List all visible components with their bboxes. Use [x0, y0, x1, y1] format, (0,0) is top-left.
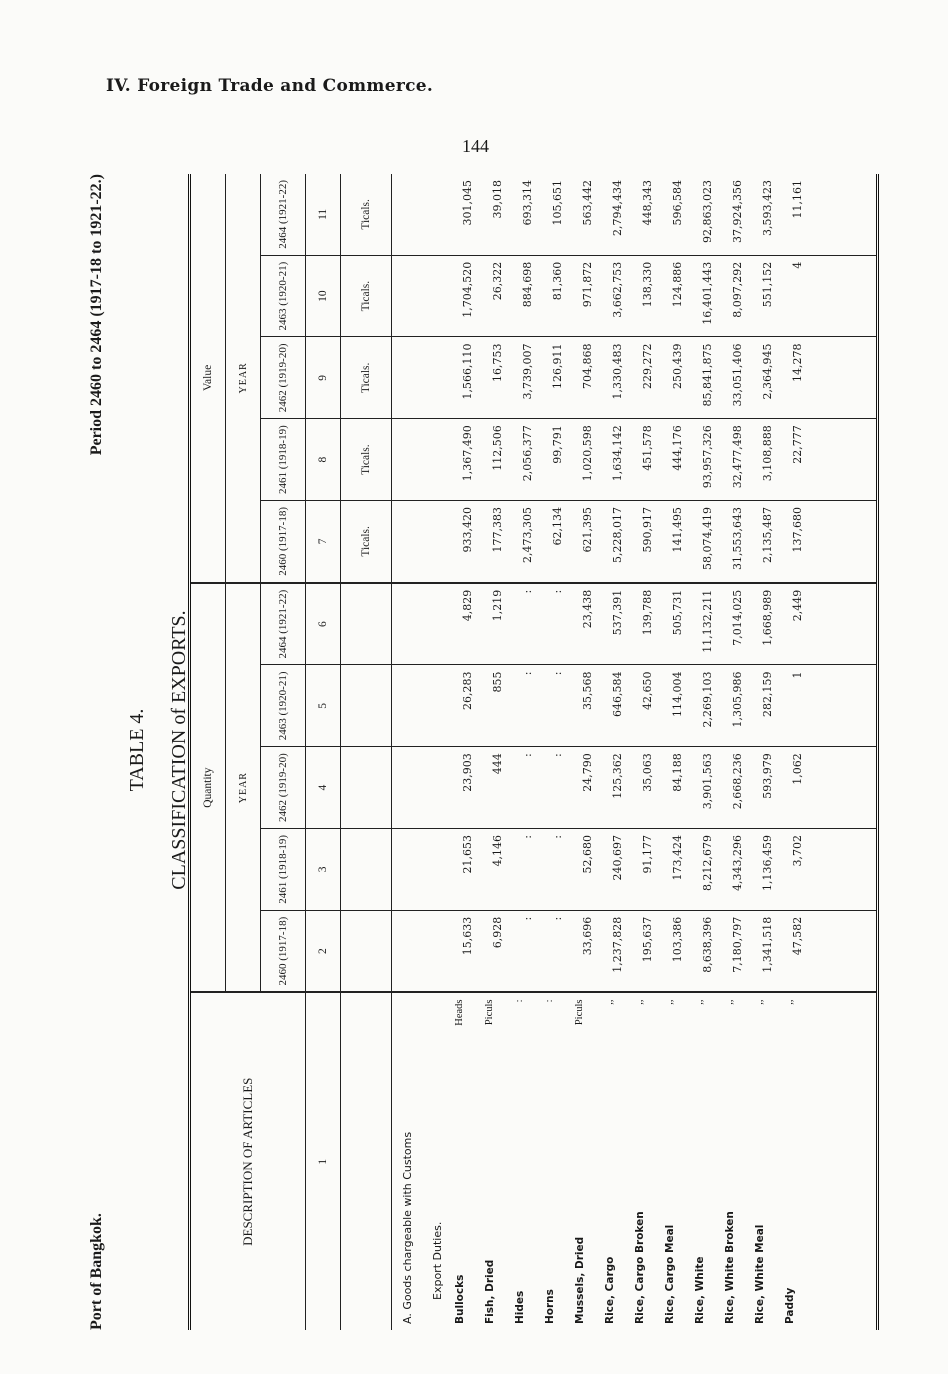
- article-name: Horns: [544, 1289, 556, 1324]
- quantity-cell: 4,829: [452, 583, 482, 665]
- quantity-cell: :: [512, 829, 542, 911]
- table-row: [752, 174, 782, 1330]
- value-cell: 250,439: [662, 337, 692, 419]
- quantity-year-header: YEAR: [226, 583, 261, 993]
- value-cell: 33,051,406: [722, 337, 752, 419]
- value-cell: 229,272: [632, 337, 662, 419]
- article-cell: [782, 994, 812, 1331]
- quantity-cell: 855: [482, 665, 512, 747]
- col-number-4: 4: [306, 747, 341, 829]
- article-cell: [602, 994, 632, 1331]
- subsection-row: [422, 174, 452, 1330]
- value-cell: 2,794,434: [602, 174, 632, 255]
- quantity-cell: 23,903: [452, 747, 482, 829]
- quantity-cell: 1,219: [482, 583, 512, 665]
- value-cell: 693,314: [512, 174, 542, 255]
- table-row: [692, 174, 722, 1330]
- unit-label-ticals: Ticals.: [341, 501, 392, 583]
- value-cell: 112,506: [482, 419, 512, 501]
- quantity-cell: 3,702: [782, 829, 812, 911]
- section-a-row: [392, 174, 423, 1330]
- quantity-cell: 505,731: [662, 583, 692, 665]
- article-unit: Piculs: [574, 999, 585, 1026]
- article-cell: [482, 994, 512, 1331]
- article-cell: [632, 994, 662, 1331]
- article-cell: [752, 994, 782, 1331]
- unit-label-ticals: Ticals.: [341, 174, 392, 255]
- value-cell: 2,473,305: [512, 501, 542, 583]
- value-cell: 85,841,875: [692, 337, 722, 419]
- value-cell: 11,161: [782, 174, 812, 255]
- col-number-10: 10: [306, 255, 341, 337]
- article-name: Rice, White Broken: [724, 1211, 736, 1324]
- quantity-cell: 1,341,518: [752, 910, 782, 992]
- article-name: Rice, Cargo Meal: [664, 1224, 676, 1324]
- article-cell: [572, 994, 602, 1331]
- quantity-cell: :: [542, 665, 572, 747]
- quantity-cell: 8,212,679: [692, 829, 722, 911]
- quantity-cell: 6,928: [482, 910, 512, 992]
- value-cell: 31,553,643: [722, 501, 752, 583]
- value-cell: 32,477,498: [722, 419, 752, 501]
- value-cell: 1,634,142: [602, 419, 632, 501]
- quantity-cell: 23,438: [572, 583, 602, 665]
- table-row: [512, 174, 542, 1330]
- col-number-9: 9: [306, 337, 341, 419]
- unit-label-qty-blank: [341, 583, 392, 665]
- page-number: 144: [462, 136, 489, 156]
- value-cell: 2,056,377: [512, 419, 542, 501]
- value-cell: 5,228,017: [602, 501, 632, 583]
- value-cell: 92,863,023: [692, 174, 722, 255]
- value-cell: 126,911: [542, 337, 572, 419]
- header-group-row: [190, 174, 226, 1330]
- col-number-8: 8: [306, 419, 341, 501]
- article-name: Paddy: [784, 1287, 796, 1324]
- article-unit: ,,: [634, 999, 645, 1005]
- quantity-header: Quantity: [190, 583, 226, 993]
- quantity-cell: 173,424: [662, 829, 692, 911]
- value-cell: 621,395: [572, 501, 602, 583]
- quantity-cell: 8,638,396: [692, 910, 722, 992]
- unit-label-qty-blank: [341, 910, 392, 992]
- quantity-cell: 7,180,797: [722, 910, 752, 992]
- value-cell: 39,018: [482, 174, 512, 255]
- quantity-cell: 33,696: [572, 910, 602, 992]
- value-cell: 884,698: [512, 255, 542, 337]
- quantity-cell: 103,386: [662, 910, 692, 992]
- value-cell: 1,020,598: [572, 419, 602, 501]
- quantity-cell: :: [542, 829, 572, 911]
- value-cell: 1,330,483: [602, 337, 632, 419]
- value-cell: 14,278: [782, 337, 812, 419]
- quantity-cell: 84,188: [662, 747, 692, 829]
- value-cell: 93,957,326: [692, 419, 722, 501]
- quantity-cell: :: [542, 747, 572, 829]
- article-unit: Piculs: [484, 999, 495, 1026]
- value-cell: 3,593,423: [752, 174, 782, 255]
- col-number-5: 5: [306, 665, 341, 747]
- value-cell: 1,704,520: [452, 255, 482, 337]
- quantity-cell: :: [512, 665, 542, 747]
- quantity-cell: 1,237,828: [602, 910, 632, 992]
- article-name: Rice, White: [694, 1256, 706, 1324]
- value-cell: 81,360: [542, 255, 572, 337]
- qty-year-2461: 2461 (1918-19): [261, 829, 306, 911]
- article-cell: [542, 994, 572, 1331]
- unit-label-qty-blank: [341, 747, 392, 829]
- article-unit: ,,: [754, 999, 765, 1005]
- table-row: [722, 174, 752, 1330]
- value-cell: 99,791: [542, 419, 572, 501]
- value-cell: 933,420: [452, 501, 482, 583]
- article-name: Bullocks: [454, 1274, 466, 1324]
- col-number-7: 7: [306, 501, 341, 583]
- table-row: [482, 174, 512, 1330]
- quantity-cell: 1,668,989: [752, 583, 782, 665]
- col-number-6: 6: [306, 583, 341, 665]
- value-cell: 451,578: [632, 419, 662, 501]
- article-name: Rice, Cargo: [604, 1256, 616, 1324]
- section-a-label: A. Goods chargeable with Customs: [400, 1131, 414, 1324]
- value-cell: 971,872: [572, 255, 602, 337]
- article-name: Rice, Cargo Broken: [634, 1211, 646, 1324]
- quantity-cell: 593,979: [752, 747, 782, 829]
- col-number-1: 1: [306, 993, 341, 1331]
- table-label: TABLE 4.: [126, 708, 148, 792]
- table-row: [602, 174, 632, 1330]
- article-name: Mussels, Dried: [574, 1236, 586, 1324]
- value-cell: 3,662,753: [602, 255, 632, 337]
- quantity-cell: 24,790: [572, 747, 602, 829]
- article-cell: [452, 994, 482, 1331]
- quantity-cell: 35,568: [572, 665, 602, 747]
- col-number-11: 11: [306, 174, 341, 255]
- rotated-table-page: [88, 170, 878, 1330]
- value-cell: 448,343: [632, 174, 662, 255]
- unit-label-ticals: Ticals.: [341, 419, 392, 501]
- quantity-cell: 444: [482, 747, 512, 829]
- value-cell: 62,134: [542, 501, 572, 583]
- unit-label-ticals: Ticals.: [341, 337, 392, 419]
- value-cell: 2,135,487: [752, 501, 782, 583]
- value-cell: 3,739,007: [512, 337, 542, 419]
- article-unit: ,,: [724, 999, 735, 1005]
- table-body: [392, 174, 878, 1330]
- quantity-cell: :: [512, 910, 542, 992]
- value-cell: 3,108,888: [752, 419, 782, 501]
- table-row: [452, 174, 482, 1330]
- table-spacer-row: [812, 174, 878, 1330]
- article-unit: ,,: [784, 999, 795, 1005]
- quantity-cell: :: [512, 583, 542, 665]
- value-cell: 4: [782, 255, 812, 337]
- table-title: CLASSIFICATION of EXPORTS.: [168, 610, 190, 890]
- quantity-cell: 282,159: [752, 665, 782, 747]
- value-cell: 2,364,945: [752, 337, 782, 419]
- value-cell: 141,495: [662, 501, 692, 583]
- subsection-label: Export Duties.: [430, 1221, 444, 1300]
- table-row: [572, 174, 602, 1330]
- quantity-cell: 2,668,236: [722, 747, 752, 829]
- quantity-cell: :: [542, 583, 572, 665]
- quantity-cell: 125,362: [602, 747, 632, 829]
- quantity-cell: 42,650: [632, 665, 662, 747]
- qty-year-2462: 2462 (1919-20): [261, 747, 306, 829]
- quantity-cell: 7,014,025: [722, 583, 752, 665]
- val-year-2464: 2464 (1921-22): [261, 174, 306, 255]
- column-number-row: [306, 174, 341, 1330]
- value-cell: 137,680: [782, 501, 812, 583]
- table-row: [782, 174, 812, 1330]
- quantity-cell: 195,637: [632, 910, 662, 992]
- value-cell: 105,651: [542, 174, 572, 255]
- value-cell: 563,442: [572, 174, 602, 255]
- quantity-cell: 35,063: [632, 747, 662, 829]
- unit-label-desc-blank: [341, 993, 392, 1331]
- value-cell: 1,367,490: [452, 419, 482, 501]
- article-unit: ,,: [604, 999, 615, 1005]
- unit-label-row: [341, 174, 392, 1330]
- article-name: Rice, White Meal: [754, 1224, 766, 1324]
- quantity-cell: :: [542, 910, 572, 992]
- article-cell: [692, 994, 722, 1331]
- val-year-2460: 2460 (1917-18): [261, 501, 306, 583]
- quantity-cell: 11,132,211: [692, 583, 722, 665]
- quantity-cell: 2,449: [782, 583, 812, 665]
- unit-label-qty-blank: [341, 829, 392, 911]
- quantity-cell: 114,004: [662, 665, 692, 747]
- value-cell: 444,176: [662, 419, 692, 501]
- article-cell: [512, 994, 542, 1331]
- quantity-cell: 3,901,563: [692, 747, 722, 829]
- value-year-header: YEAR: [226, 174, 261, 583]
- quantity-cell: 537,391: [602, 583, 632, 665]
- quantity-cell: 21,653: [452, 829, 482, 911]
- value-cell: 596,584: [662, 174, 692, 255]
- quantity-cell: 4,343,296: [722, 829, 752, 911]
- val-year-2463: 2463 (1920-21): [261, 255, 306, 337]
- value-cell: 177,383: [482, 501, 512, 583]
- quantity-cell: 52,680: [572, 829, 602, 911]
- article-unit: ,,: [694, 999, 705, 1005]
- value-cell: 124,886: [662, 255, 692, 337]
- article-name: Hides: [514, 1290, 526, 1324]
- unit-label-qty-blank: [341, 665, 392, 747]
- quantity-cell: :: [512, 747, 542, 829]
- quantity-cell: 1,136,459: [752, 829, 782, 911]
- value-cell: 37,924,356: [722, 174, 752, 255]
- qty-year-2463: 2463 (1920-21): [261, 665, 306, 747]
- quantity-cell: 646,584: [602, 665, 632, 747]
- article-unit: ,,: [664, 999, 675, 1005]
- port-title: Port of Bangkok.: [88, 1213, 105, 1330]
- qty-year-2460: 2460 (1917-18): [261, 910, 306, 992]
- value-cell: 16,401,443: [692, 255, 722, 337]
- section-title: IV. Foreign Trade and Commerce.: [106, 76, 434, 96]
- quantity-cell: 1,062: [782, 747, 812, 829]
- table-row: [662, 174, 692, 1330]
- value-cell: 16,753: [482, 337, 512, 419]
- table-row: [632, 174, 662, 1330]
- quantity-cell: 2,269,103: [692, 665, 722, 747]
- quantity-cell: 47,582: [782, 910, 812, 992]
- quantity-cell: 1,305,986: [722, 665, 752, 747]
- value-cell: 704,868: [572, 337, 602, 419]
- article-cell: [722, 994, 752, 1331]
- quantity-cell: 15,633: [452, 910, 482, 992]
- quantity-cell: 91,177: [632, 829, 662, 911]
- qty-year-2464: 2464 (1921-22): [261, 583, 306, 665]
- value-cell: 8,097,292: [722, 255, 752, 337]
- article-name: Fish, Dried: [484, 1259, 496, 1324]
- value-cell: 551,152: [752, 255, 782, 337]
- val-year-2461: 2461 (1918-19): [261, 419, 306, 501]
- col-number-2: 2: [306, 910, 341, 992]
- quantity-cell: 139,788: [632, 583, 662, 665]
- article-unit: :: [514, 999, 525, 1003]
- quantity-cell: 4,146: [482, 829, 512, 911]
- col-number-3: 3: [306, 829, 341, 911]
- value-cell: 58,074,419: [692, 501, 722, 583]
- value-header: Value: [190, 174, 226, 583]
- value-cell: 301,045: [452, 174, 482, 255]
- table-row: [542, 174, 572, 1330]
- value-cell: 22,777: [782, 419, 812, 501]
- quantity-cell: 1: [782, 665, 812, 747]
- quantity-cell: 240,697: [602, 829, 632, 911]
- value-cell: 138,330: [632, 255, 662, 337]
- article-unit: Heads: [454, 999, 465, 1026]
- value-cell: 26,322: [482, 255, 512, 337]
- quantity-cell: 26,283: [452, 665, 482, 747]
- article-unit: :: [544, 999, 555, 1003]
- val-year-2462: 2462 (1919-20): [261, 337, 306, 419]
- period-title: Period 2460 to 2464 (1917-18 to 1921-22.): [88, 174, 105, 456]
- unit-label-ticals: Ticals.: [341, 255, 392, 337]
- value-cell: 1,566,110: [452, 337, 482, 419]
- value-cell: 590,917: [632, 501, 662, 583]
- exports-table: [188, 174, 879, 1330]
- description-header: DESCRIPTION OF ARTICLES: [190, 993, 306, 1331]
- article-cell: [662, 994, 692, 1331]
